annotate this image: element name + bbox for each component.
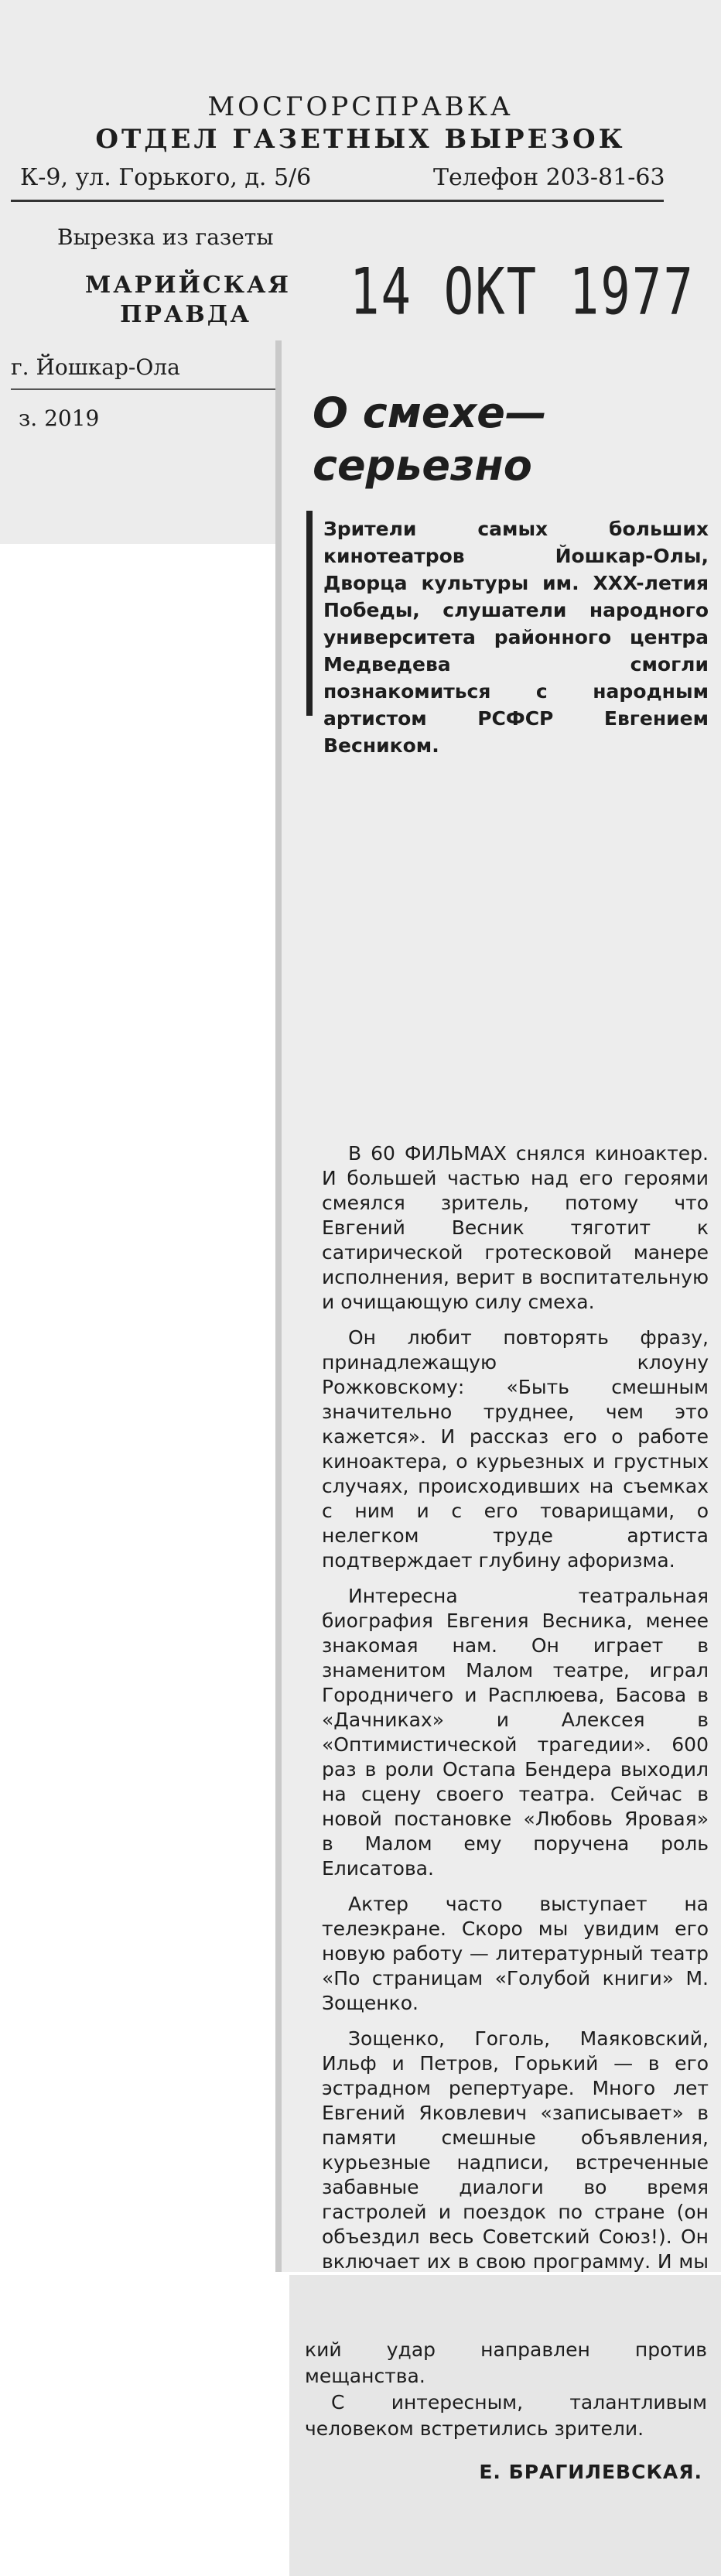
order-code: з. 2019 [19, 405, 100, 431]
article-lead: Зрители самых больших кинотеатров Йошкар-Олы, Дворца культуры им. XXX-летия Победы, слушатели народного университета районного центра Медведева смогли познакомиться с народным артистом РСФСР Евгением Весником. [323, 518, 709, 757]
paragraph-2: Он любит повторять фразу, принадлежащую клоуну Рожковскому: «Быть смешным значительно труднее, чем это кажется». И рассказ его о работе киноактера, о курьезных и грустных случаях, происходивших на съемках с ним и с его товарищами, о нелегком труде артиста подтверждает глубину афоризма. [322, 1326, 709, 1572]
clipping-shadow [275, 340, 282, 2272]
header-divider [11, 200, 664, 202]
ending-paragraph-2: С интересным, талантливым человеком встретились зрители. [305, 2391, 707, 2440]
article-ending [305, 2337, 707, 2442]
agency-address: К-9, ул. Горького, д. 5/6 [20, 164, 312, 191]
newspaper-name: МАРИЙСКАЯ ПРАВДА [85, 272, 291, 328]
agency-phone: Телефон 203-81-63 [433, 164, 665, 191]
city-divider [11, 388, 282, 390]
article-title [313, 387, 547, 492]
author-signature: Е. БРАГИЛЕВСКАЯ. [479, 2461, 702, 2483]
title-line-2: серьезно [313, 441, 532, 490]
paragraph-4: Актер часто выступает на телеэкране. Скоро мы увидим его новую работу — литературный театр «По страницам «Голубой книги» М. Зощенко. [322, 1893, 709, 2014]
city-name: г. Йошкар-Ола [11, 354, 180, 380]
lead-rule [306, 511, 313, 716]
article-body [322, 1141, 709, 2335]
paragraph-1: В 60 ФИЛЬМАХ снялся киноактер. И большей частью над его героями смеялся зритель, потому что Евгений Весник тяготит к сатирической гротесковой манере исполнения, верит в воспитательную и очищающую силу смеха. [322, 1142, 709, 1313]
paragraph-3: Интересна театральная биография Евгения Весника, менее знакомая нам. Он играет в знаменитом Малом театре, играл Городничего и Расплюева, Басова в «Дачниках» и Алексея в «Оптимистической трагедии». 600 раз в роли Остапа Бендера выходил на сцену своего театра. Сейчас в новой постановке «Любовь Яровая» в Малом ему поручена роль Елисатова. [322, 1585, 709, 1880]
article-continuation [289, 2275, 721, 2576]
article-clipping [275, 340, 721, 2272]
title-line-1: О смехе— [313, 388, 547, 437]
department-name: ОТДЕЛ ГАЗЕТНЫХ ВЫРЕЗОК [95, 124, 626, 155]
date-stamp: 14 ОКТ 1977 [350, 255, 695, 330]
ending-paragraph-1: кий удар направлен против мещанства. [305, 2338, 707, 2387]
clipping-label: Вырезка из газеты [57, 224, 274, 250]
agency-name: МОСГОРСПРАВКА [207, 91, 514, 122]
paragraph-5: Зощенко, Гоголь, Маяковский, Ильф и Петров, Горький — в его эстрадном репертуаре. Много лет Евгений Яковлевич «записывает» в памяти смешные объявления, курьезные надписи, встреченные забавные диалоги во время гастролей и поездок по стране (он объездил весь Советский Союз!). Он включает их в свою программу. И мы [322, 2027, 709, 2273]
